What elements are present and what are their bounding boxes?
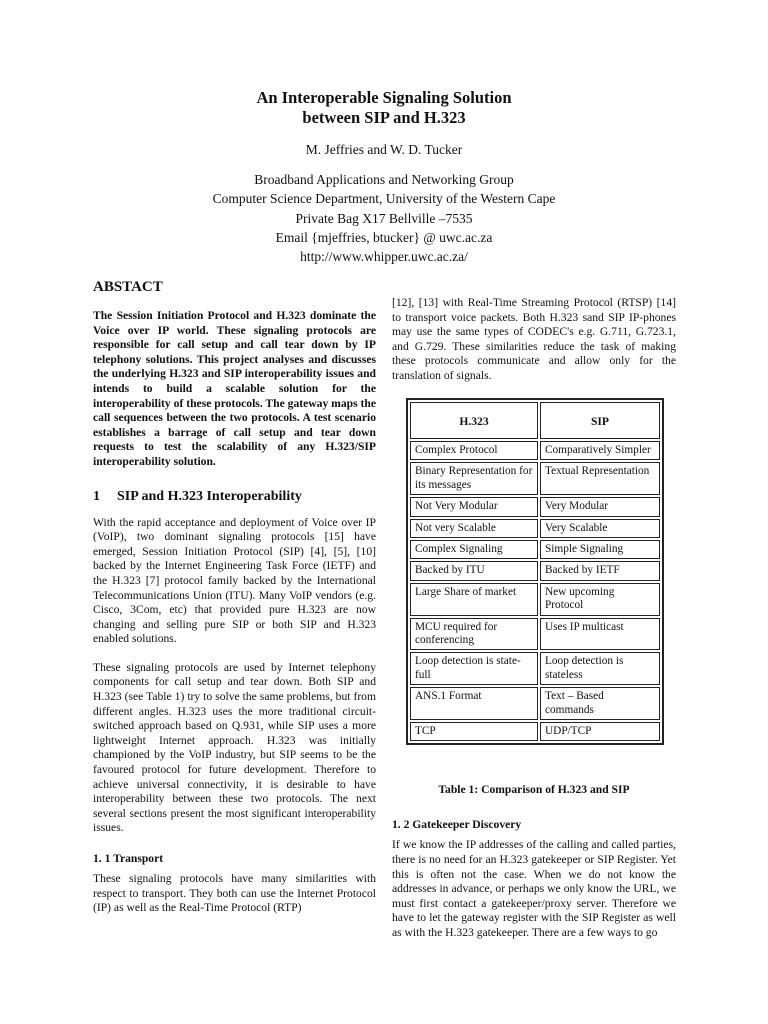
affiliation-email: Email {mjeffries, btucker} @ uwc.ac.za: [275, 229, 493, 245]
affiliation-url: http://www.whipper.uwc.ac.za/: [300, 249, 468, 265]
table-row: [410, 687, 660, 720]
table-header-h323: H.323: [410, 402, 538, 439]
table-row: [410, 540, 660, 559]
table-cell: New upcoming Protocol: [540, 583, 660, 616]
table-cell: Complex Protocol: [410, 441, 538, 460]
affiliation: [0, 170, 768, 266]
table-row: [410, 441, 660, 460]
table-row: [410, 652, 660, 685]
section-1-heading: [93, 488, 376, 506]
abstract-heading: ABSTACT: [93, 279, 163, 295]
section-1-title: SIP and H.323 Interoperability: [117, 488, 302, 504]
abstract-text: The Session Initiation Protocol and H.323 dominate the Voice over IP world. These signaling protocols are responsible for call setup and call tear down by IP telephony solutions. This project analyses and discusses the underlying H.323 and SIP interoperability issues and intends to build a scalable solution for the interoperability of these protocols. The gateway maps the call sequences between the two protocols. A test scenario establishes a barrage of call setup and tear down requests to test the scalability of any H.323/SIP interoperability solution.: [93, 309, 376, 468]
table-cell: Large Share of market: [410, 583, 538, 616]
table-row: [410, 618, 660, 651]
table-cell: Simple Signaling: [540, 540, 660, 559]
title-line-1: An Interoperable Signaling Solution: [256, 88, 512, 107]
table-row: [410, 497, 660, 516]
table-cell: Backed by ITU: [410, 561, 538, 580]
right-column: [392, 296, 676, 941]
table-caption: Table 1: Comparison of H.323 and SIP: [438, 783, 630, 797]
table-cell: Not Very Modular: [410, 497, 538, 516]
comparison-table: [406, 398, 664, 746]
gatekeeper-heading: 1. 2 Gatekeeper Discovery: [392, 818, 522, 832]
table-cell: Backed by IETF: [540, 561, 660, 580]
table-cell: Loop detection is state-full: [410, 652, 538, 685]
section-1-paragraph-2: These signaling protocols are used by Internet telephony components for call setup and tear down. Both SIP and H.323 (see Table 1) try to solve the same problems, but from different angles. H.323 uses the more traditional circuit-switched approach based on Q.931, while SIP uses a more lightweight Internet approach. H.323 was initially championed by the VoIP industry, but SIP seems to be the favoured protocol for future development. Therefore to achieve universal connectivity, it is desirable to have interoperability between these two protocols. The next several sections present the most significant interoperability issues.: [93, 660, 376, 835]
affiliation-address: Private Bag X17 Bellville –7535: [295, 210, 473, 226]
title-line-2: between SIP and H.323: [302, 108, 466, 127]
table-cell: UDP/TCP: [540, 722, 660, 741]
table-header-row: [410, 402, 660, 439]
table-cell: MCU required for conferencing: [410, 618, 538, 651]
table-row: [410, 561, 660, 580]
table-header-sip: SIP: [540, 402, 660, 439]
left-column: [93, 277, 376, 916]
affiliation-department: Computer Science Department, University of the Western Cape: [212, 191, 556, 207]
transport-text-right: [12], [13] with Real-Time Streaming Protocol (RTSP) [14] to transport voice packets. Both H.323 sand SIP IP-phones may use the same types of CODEC's e.g. G.711, G.723.1, and G.729. These similarities reduce the task of making these protocols communicate and allow only for the translation of signals.: [392, 296, 676, 382]
table-cell: Not very Scalable: [410, 519, 538, 538]
table-cell: Very Scalable: [540, 519, 660, 538]
table-cell: Text – Based commands: [540, 687, 660, 720]
authors: M. Jeffries and W. D. Tucker: [305, 142, 463, 157]
transport-text-left: These signaling protocols have many similarities with respect to transport. They both can use the Internet Protocol (IP) as well as the Real-Time Protocol (RTP): [93, 872, 376, 915]
table-row: [410, 722, 660, 741]
table-cell: Textual Representation: [540, 462, 660, 495]
table-row: [410, 583, 660, 616]
table-cell: Loop detection is stateless: [540, 652, 660, 685]
table-cell: Binary Representation for its messages: [410, 462, 538, 495]
table-cell: Uses IP multicast: [540, 618, 660, 651]
table-row: [410, 462, 660, 495]
paper-title: [0, 88, 768, 128]
table-cell: TCP: [410, 722, 538, 741]
affiliation-group: Broadband Applications and Networking Group: [254, 172, 514, 187]
table-cell: Complex Signaling: [410, 540, 538, 559]
section-1-paragraph-1: With the rapid acceptance and deployment of Voice over IP (VoIP), two dominant signaling protocols [15] have emerged, Session Initiation Protocol (SIP) [4], [5], [10] backed by the Internet Engineering Task Force (IETF) and the H.323 [7] protocol family backed by the International Telecommunications Union (ITU). Many VoIP vendors (e.g. Cisco, 3Com, etc) that provided pure H.323 are now changing and selling pure SIP or both SIP and H.323 enabled solutions.: [93, 515, 376, 646]
table-cell: Comparatively Simpler: [540, 441, 660, 460]
gatekeeper-text: If we know the IP addresses of the calling and called parties, there is no need for an H.323 gatekeeper or SIP Register. Yet this is often not the case. When we do not know the addresses in advance, or perhaps we only know the URL, we must first contact a gatekeeper/proxy server. Therefore we have to let the gateway register with the SIP Register as well as with the H.323 gatekeeper. There are a few ways to go: [392, 838, 676, 940]
table-cell: ANS.1 Format: [410, 687, 538, 720]
table-row: [410, 519, 660, 538]
section-1-number: 1: [93, 488, 100, 504]
transport-heading: 1. 1 Transport: [93, 852, 164, 865]
table-cell: Very Modular: [540, 497, 660, 516]
